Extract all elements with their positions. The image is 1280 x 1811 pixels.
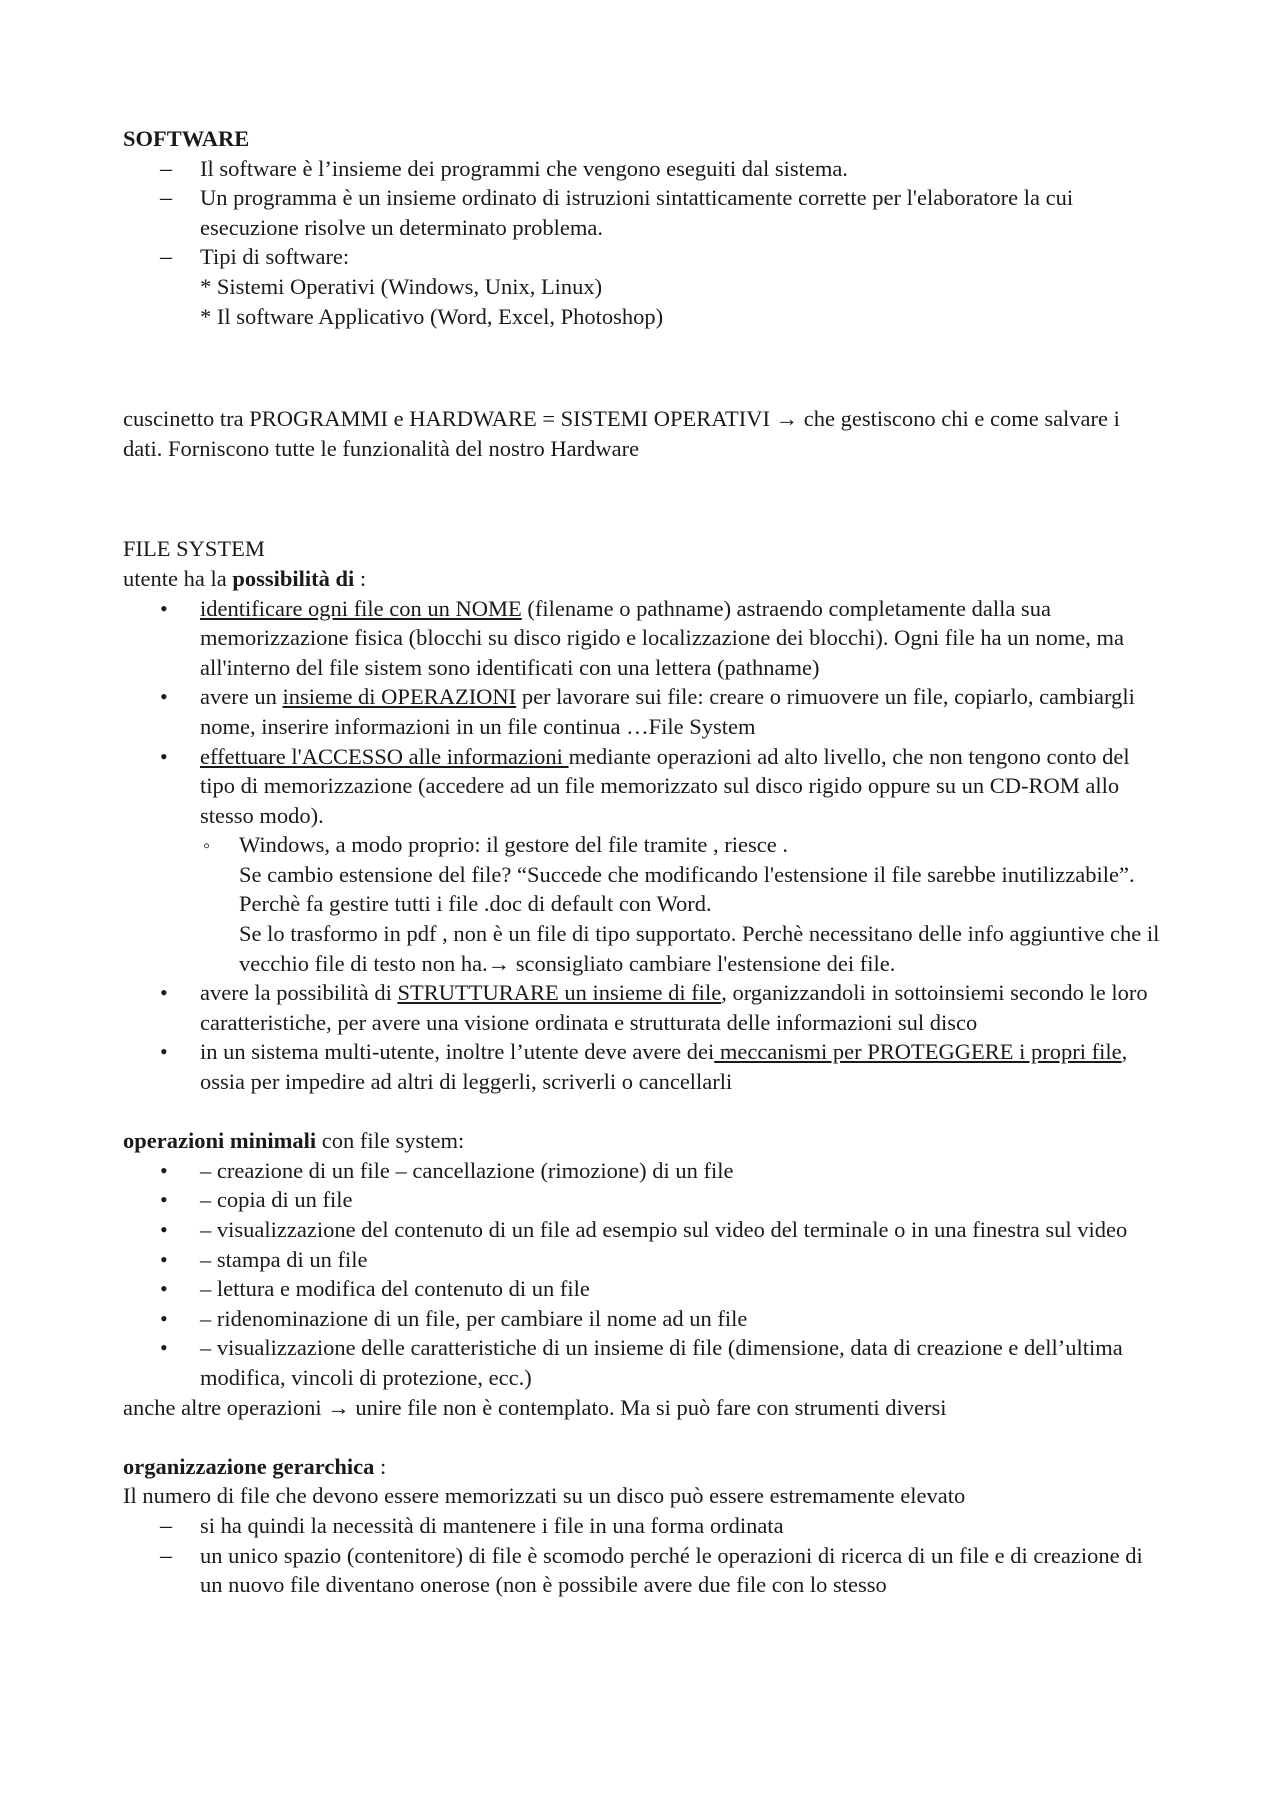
dash-marker [160,154,190,185]
bullet-marker [160,1037,190,1067]
hierarchy-list [123,1511,1164,1600]
bullet-marker [160,1333,190,1363]
list-item: – si ha quindi la necessità di mantenere i file in una forma ordinata [123,1511,1164,1541]
bullet-marker [160,1215,190,1245]
dash-marker [160,242,190,273]
list-item: • – ridenominazione di un file, per cambiare il nome ad un file [123,1304,1164,1334]
filesystem-list [123,594,1164,831]
bullet-marker [160,682,190,712]
filesystem-heading: FILE SYSTEM [123,536,265,562]
list-item: • – creazione di un file – cancellazione (rimozione) di un file [123,1156,1164,1186]
bullet-marker [160,1245,190,1275]
operations-heading: operazioni minimali con file system: [123,1128,465,1154]
bullet-marker [160,1185,190,1215]
bullet-marker [160,742,190,772]
list-item: – un unico spazio (contenitore) di file è scomodo perché le operazioni di ricerca di un file e di creazione di un nuovo file diventano onerose (non è possibile avere due file con lo stesso [123,1541,1164,1600]
dash-marker [160,1511,190,1542]
list-item: • – lettura e modifica del contenuto di un file [123,1274,1164,1304]
list-item: • in un sistema multi-utente, inoltre l’utente deve avere dei meccanismi per PROTEGGERE i propri file, ossia per impedire ad altri di leggerli, scriverli o cancellarli [123,1037,1164,1096]
list-item: • effettuare l'ACCESSO alle informazioni mediante operazioni ad alto livello, che non tengono conto del tipo di memorizzazione (accedere ad un file memorizzato sul disco rigido oppure su un CD-ROM allo stesso modo). [123,742,1164,831]
list-item: – Tipi di software: * Sistemi Operativi (Windows, Unix, Linux) * Il software Applicativo (Word, Excel, Photoshop) [123,242,1164,331]
os-paragraph: cuscinetto tra PROGRAMMI e HARDWARE = SISTEMI OPERATIVI → che gestiscono chi e come salvare i dati. Forniscono tutte le funzionalità del nostro Hardware [123,406,1120,461]
operations-footer: anche altre operazioni → unire file non è contemplato. Ma si può fare con strumenti diversi [123,1394,947,1420]
list-item: • – copia di un file [123,1185,1164,1215]
list-item: • – visualizzazione delle caratteristiche di un insieme di file (dimensione, data di creazione e dell’ultima modifica, vincoli di protezione, ecc.) [123,1333,1164,1392]
filesystem-sublist [200,830,1164,978]
list-item: – Un programma è un insieme ordinato di istruzioni sintatticamente corrette per l'elaboratore la cui esecuzione risolve un determinato problema. [123,183,1164,242]
list-item: • avere la possibilità di STRUTTURARE un insieme di file, organizzandoli in sottoinsiemi secondo le loro caratteristiche, per avere una visione ordinata e strutturata delle informazioni sul disco [123,978,1164,1037]
software-list [123,154,1164,332]
bullet-marker [160,978,190,1008]
software-type: * Il software Applicativo (Word, Excel, Photoshop) [200,303,664,329]
software-type: * Sistemi Operativi (Windows, Unix, Linux) [200,273,603,299]
bullet-marker [160,1304,190,1334]
hierarchy-intro: Il numero di file che devono essere memorizzati su un disco può essere estremamente elevato [123,1483,966,1509]
dash-marker [160,183,190,214]
filesystem-list-continued [123,978,1164,1096]
list-item: • avere un insieme di OPERAZIONI per lavorare sui file: creare o rimuovere un file, copiarlo, cambiargli nome, inserire informazioni in un file continua …File System [123,682,1164,741]
dash-marker [160,1541,190,1572]
operations-list [123,1156,1164,1393]
list-item: • – visualizzazione del contenuto di un file ad esempio sul video del terminale o in una finestra sul video [123,1215,1164,1245]
bullet-marker [160,1274,190,1304]
list-item: • identificare ogni file con un NOME (filename o pathname) astraendo completamente dalla sua memorizzazione fisica (blocchi su disco rigido e localizzazione dei blocchi). Ogni file ha un nome, ma all'interno del file sistem sono identificati con una lettera (pathname) [123,594,1164,683]
hierarchy-heading: organizzazione gerarchica : [123,1453,387,1479]
list-item: ◦ Windows, a modo proprio: il gestore del file tramite , riesce . Se cambio estensione del file? “Succede che modificando l'estensione il file sarebbe inutilizzabile”. Perchè fa gestire tutti i file .doc di default con Word. Se lo trasformo in pdf , non è un file di tipo supportato. Perchè necessitano delle info aggiuntive che il vecchio file di testo non ha.→ sconsigliato cambiare l'estensione dei file. [200,830,1164,978]
circle-marker [203,830,233,862]
filesystem-intro: utente ha la possibilità di : [123,565,367,591]
software-heading: SOFTWARE [123,126,250,151]
list-item: – Il software è l’insieme dei programmi che vengono eseguiti dal sistema. [123,154,1164,184]
bullet-marker [160,1156,190,1186]
bullet-marker [160,594,190,624]
list-item: • – stampa di un file [123,1245,1164,1275]
